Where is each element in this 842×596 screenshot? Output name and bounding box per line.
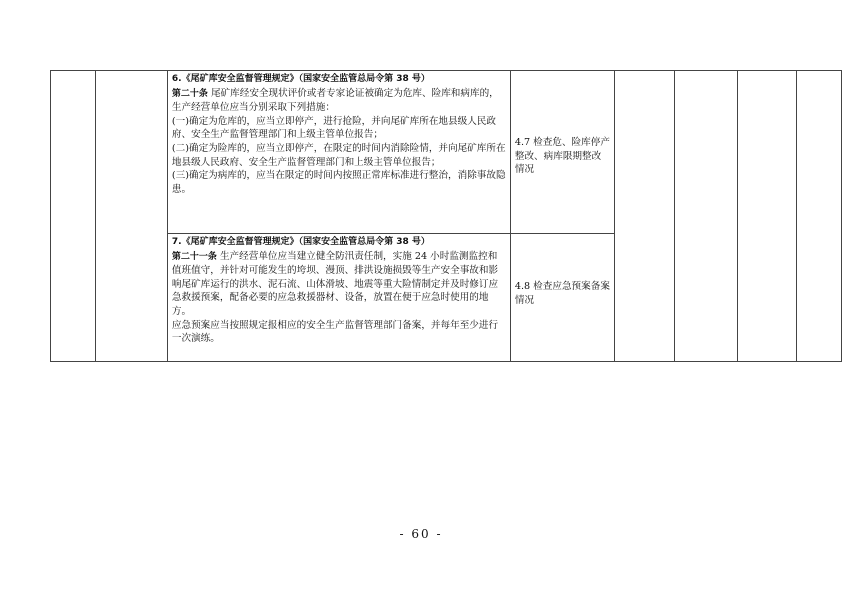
check-item-text: 4.7 检查危、险库停产整改、病库限期整改情况 (514, 137, 610, 176)
inspection-table (50, 70, 842, 362)
law-item: (三)确定为病库的，应当在限定的时间内按照正常库标准进行整治，消除事故隐患。 (171, 170, 506, 195)
col-8-cell (797, 71, 842, 362)
col-7-cell (737, 71, 796, 362)
law-cell (167, 234, 510, 362)
table-row (51, 71, 842, 234)
article-number: 第二十条 (171, 88, 208, 99)
page-number: - 60 - (399, 527, 443, 541)
col-5-cell (615, 71, 674, 362)
col-6-cell (674, 71, 737, 362)
check-item-cell (510, 234, 614, 362)
law-item: (一)确定为危库的，应当立即停产，进行抢险，并向尾矿库所在地县级人民政府、安全生产监督管理部门和上级主管单位报告； (171, 115, 496, 141)
article-number: 第二十一条 (171, 251, 217, 262)
law-article (172, 87, 506, 115)
article-text: 生产经营单位应当建立健全防汛责任制，实施 24 小时监测监控和值班值守，并针对可能发生的垮坝、漫顶、排洪设施损毁等生产安全事故和影响尾矿库运行的洪水、泥石流、山体滑坡、地震等重大险情制定并及时修订应急救援预案，配备必要的应急救援器材、设备，放置在便于应急时使用的地方。 (171, 250, 499, 317)
col-1-cell (51, 71, 96, 362)
article-text: 尾矿库经安全现状评价或者专家论证被确定为危库、险库和病库的，生产经营单位应当分别采取下列措施： (171, 87, 499, 114)
check-item-text: 4.8 检查应急预案备案情况 (514, 281, 610, 306)
law-item: 应急预案应当按照规定报相应的安全生产监督管理部门备案，并每年至少进行一次演练。 (171, 319, 499, 345)
check-item-cell (510, 71, 614, 234)
law-item: (二)确定为险库的，应当立即停产，在限定的时间内消除险情，并向尾矿库所在地县级人民政府、安全生产监督管理部门和上级主管单位报告； (171, 142, 506, 168)
col-2-cell (95, 71, 167, 362)
law-article (172, 250, 506, 319)
law-title: 7.《尾矿库安全监督管理规定》（国家安全监管总局令第 38 号） (171, 237, 430, 247)
law-title: 6.《尾矿库安全监督管理规定》（国家安全监管总局令第 38 号） (171, 74, 430, 84)
law-cell (167, 71, 510, 234)
